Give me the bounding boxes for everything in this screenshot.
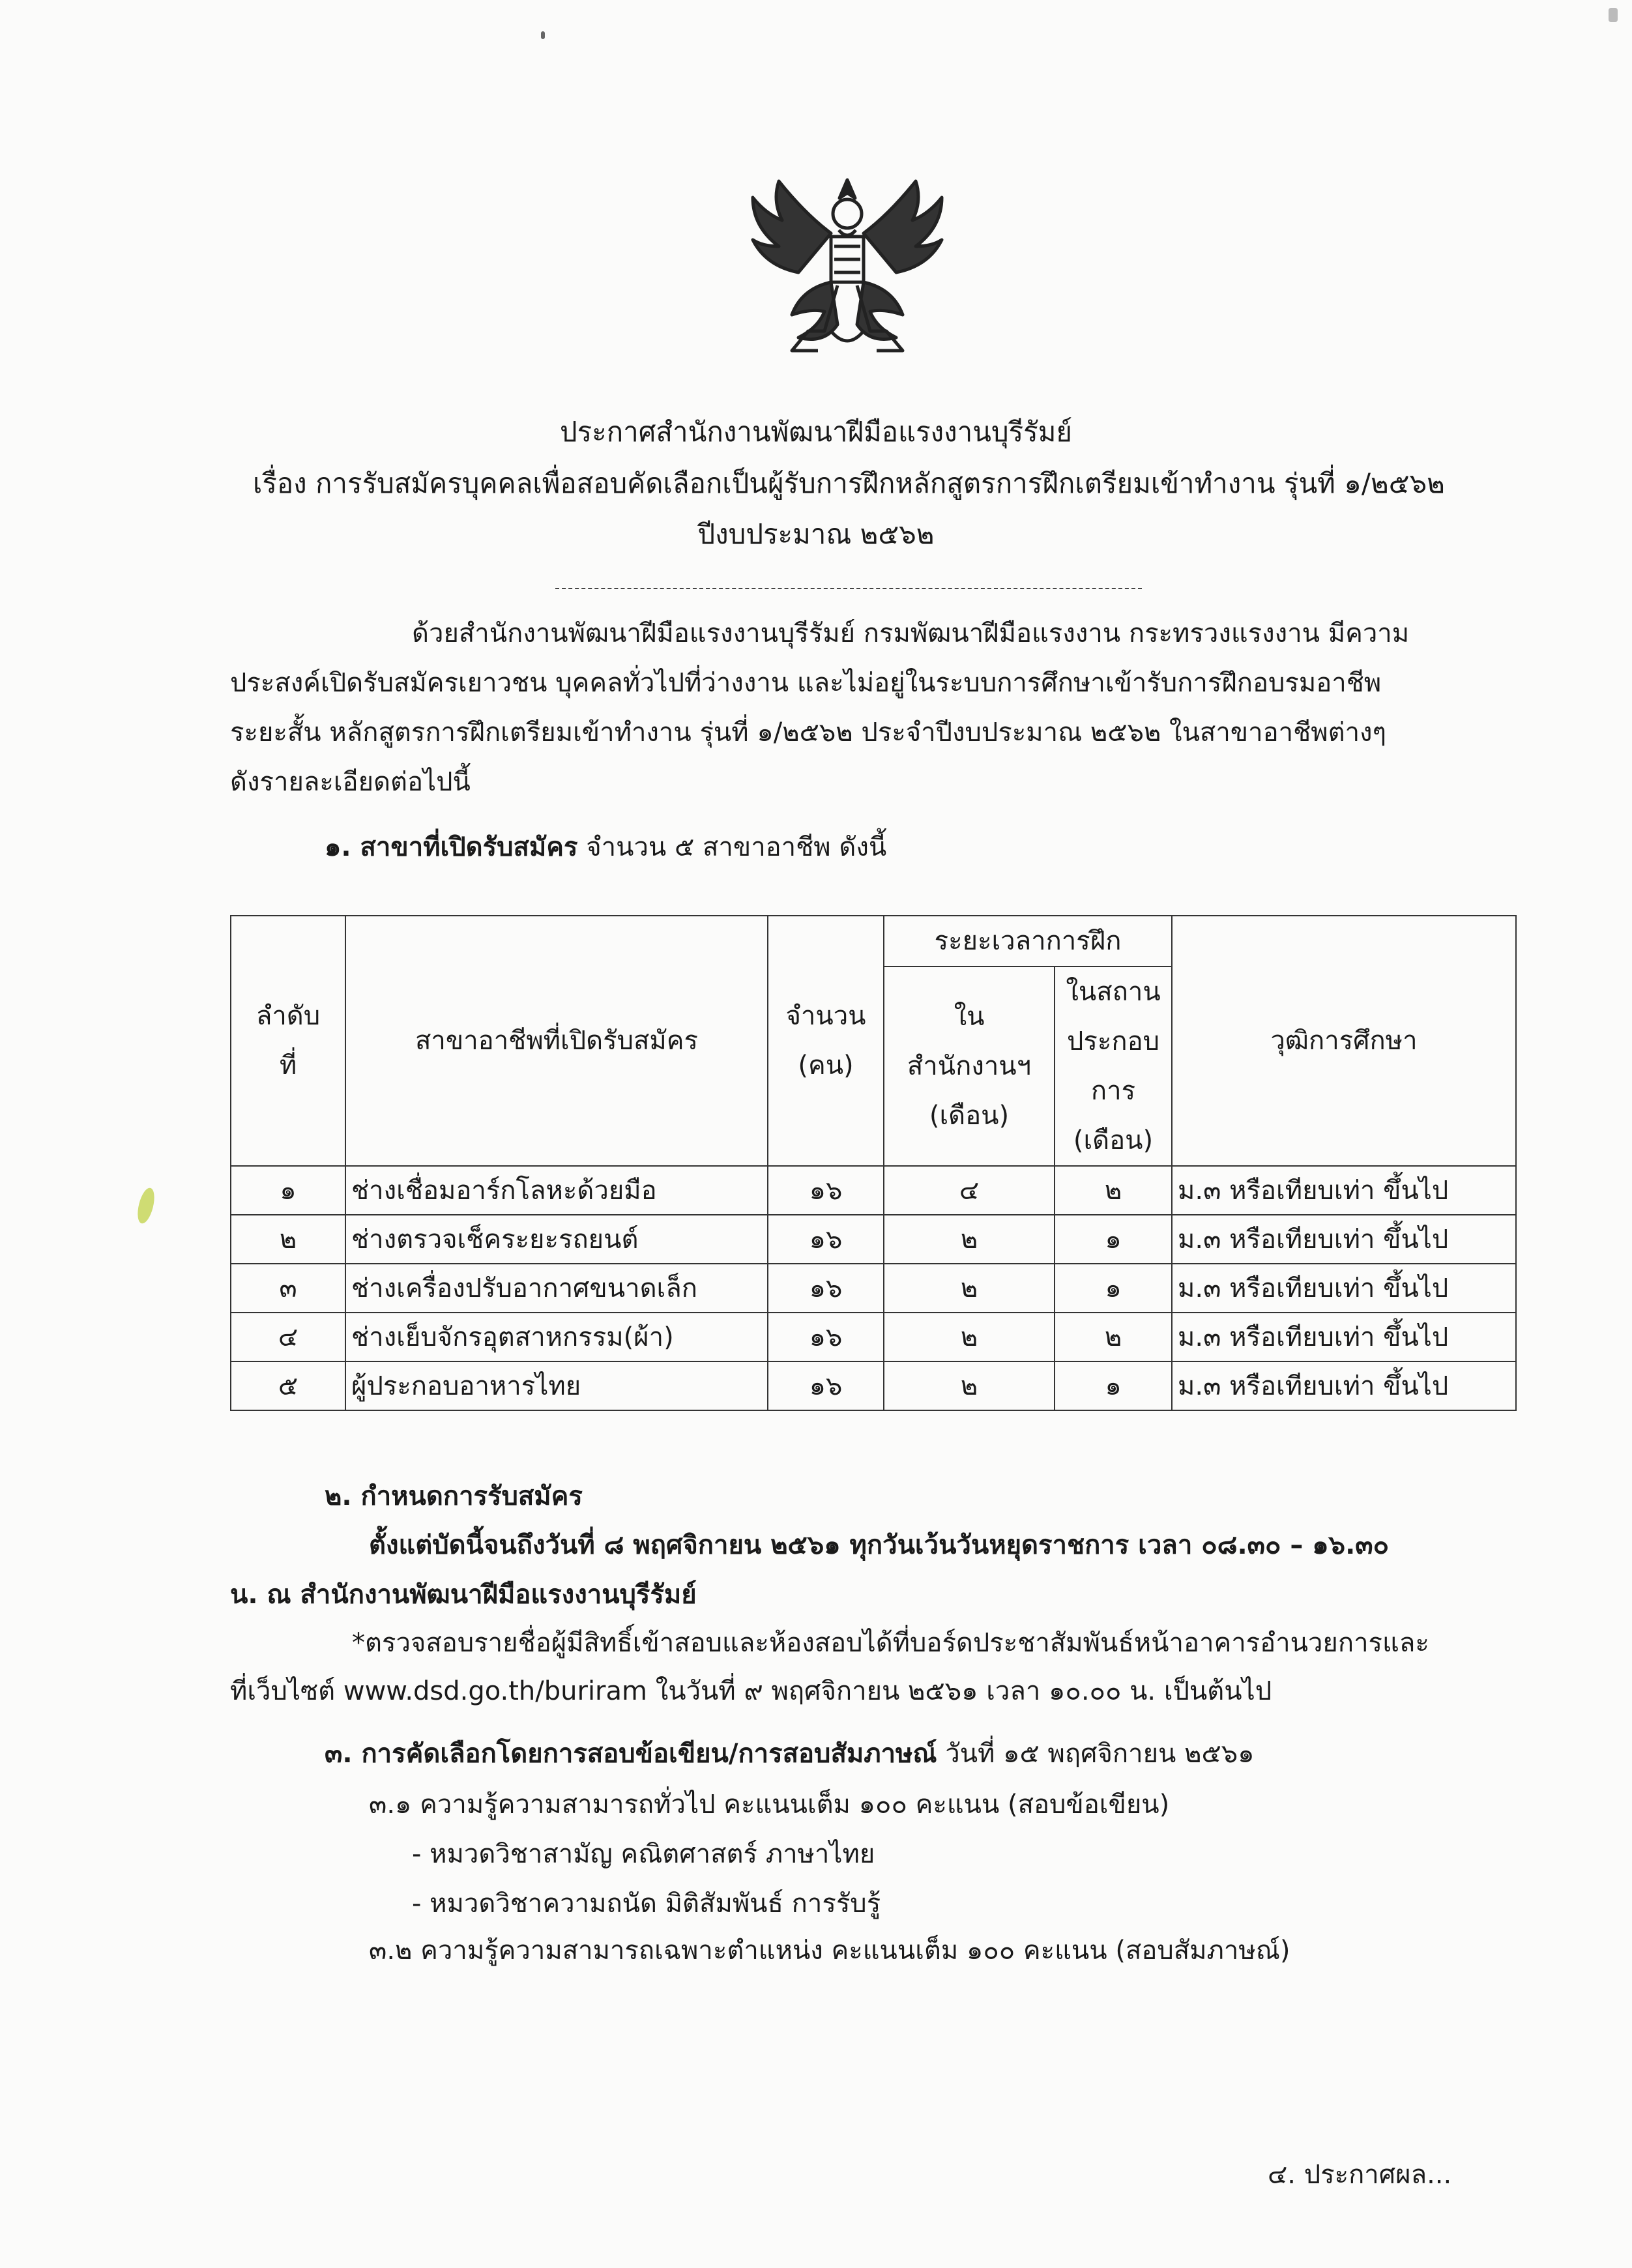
cell-branch: ช่างเชื่อมอาร์กโลหะด้วยมือ xyxy=(345,1166,768,1215)
garuda-emblem-icon xyxy=(740,168,955,374)
announcement-org-title: ประกาศสำนักงานพัฒนาฝีมือแรงงานบุรีรัมย์ xyxy=(559,416,1073,448)
col-header-count: จำนวน (คน) xyxy=(768,916,884,1166)
col-header-company-months: ในสถาน ประกอบ การ (เดือน) xyxy=(1055,967,1172,1166)
col-header-branch: สาขาอาชีพที่เปิดรับสมัคร xyxy=(345,916,768,1166)
announcement-subject: เรื่อง การรับสมัครบุคคลเพื่อสอบคัดเลือกเป็นผู้รับการฝึกหลักสูตรการฝึกเตรียมเข้าทำงาน รุ่นที่ ๑/๒๕๖๒ xyxy=(253,467,1445,499)
section-2-line: น. ณ สำนักงานพัฒนาฝีมือแรงงานบุรีรัมย์ xyxy=(230,1580,697,1610)
section-2-note: ที่เว็บไซต์ www.dsd.go.th/buriram ในวันที่ ๙ พฤศจิกายน ๒๕๖๑ เวลา ๑๐.๐๐ น. เป็นต้นไป xyxy=(230,1676,1272,1706)
cell-company-months: ๒ xyxy=(1055,1313,1172,1361)
intro-line: ประสงค์เปิดรับสมัครเยาวชน บุคคลทั่วไปที่ว่างงาน และไม่อยู่ในระบบการศึกษาเข้ารับการฝึกอบรมอาชีพ xyxy=(230,668,1382,698)
cell-count: ๑๖ xyxy=(768,1215,884,1264)
table-row xyxy=(231,1166,1516,1215)
dashed-divider xyxy=(555,588,1142,589)
cell-count: ๑๖ xyxy=(768,1166,884,1215)
section-2-heading: ๒. กำหนดการรับสมัคร xyxy=(325,1481,583,1511)
cell-office-months: ๒ xyxy=(884,1313,1055,1361)
cell-count: ๑๖ xyxy=(768,1313,884,1361)
cell-company-months: ๒ xyxy=(1055,1166,1172,1215)
col-header-order: ลำดับ ที่ xyxy=(231,916,345,1166)
cell-order: ๔ xyxy=(231,1313,345,1361)
scan-speck xyxy=(541,31,545,39)
section-1-detail: จำนวน ๕ สาขาอาชีพ ดังนี้ xyxy=(586,832,887,862)
section-3-title: ๓. การคัดเลือกโดยการสอบข้อเขียน/การสอบสัมภาษณ์ xyxy=(325,1739,937,1769)
col-header-qualification: วุฒิการศึกษา xyxy=(1172,916,1516,1166)
intro-line: ระยะสั้น หลักสูตรการฝึกเตรียมเข้าทำงาน รุ่นที่ ๑/๒๕๖๒ ประจำปีงบประมาณ ๒๕๖๒ ในสาขาอาชีพต่างๆ xyxy=(230,718,1387,748)
page-continuation: ๔. ประกาศผล... xyxy=(1268,2160,1452,2190)
table-row xyxy=(231,1264,1516,1313)
section-3-item: ๓.๒ ความรู้ความสามารถเฉพาะตำแหน่ง คะแนนเต็ม ๑๐๐ คะแนน (สอบสัมภาษณ์) xyxy=(369,1936,1290,1966)
cell-qualification: ม.๓ หรือเทียบเท่า ขึ้นไป xyxy=(1172,1215,1516,1264)
col-header-office-months: ใน สำนักงานฯ (เดือน) xyxy=(884,967,1055,1166)
cell-qualification: ม.๓ หรือเทียบเท่า ขึ้นไป xyxy=(1172,1264,1516,1313)
paper-stain xyxy=(135,1186,158,1225)
cell-order: ๓ xyxy=(231,1264,345,1313)
section-1-title: ๑. สาขาที่เปิดรับสมัคร xyxy=(325,832,578,862)
cell-office-months: ๒ xyxy=(884,1215,1055,1264)
col-header-duration: ระยะเวลาการฝึก xyxy=(884,916,1172,967)
scan-speck xyxy=(1609,8,1618,22)
intro-line: ด้วยสำนักงานพัฒนาฝีมือแรงงานบุรีรัมย์ กรมพัฒนาฝีมือแรงงาน กระทรวงแรงงาน มีความ xyxy=(412,618,1410,648)
cell-branch: ช่างตรวจเช็คระยะรถยนต์ xyxy=(345,1215,768,1264)
section-1-heading xyxy=(325,832,886,863)
section-3-subitem: - หมวดวิชาสามัญ คณิตศาสตร์ ภาษาไทย xyxy=(412,1839,875,1869)
cell-order: ๒ xyxy=(231,1215,345,1264)
cell-office-months: ๒ xyxy=(884,1264,1055,1313)
cell-branch: ช่างเครื่องปรับอากาศขนาดเล็ก xyxy=(345,1264,768,1313)
cell-order: ๑ xyxy=(231,1166,345,1215)
cell-count: ๑๖ xyxy=(768,1264,884,1313)
cell-qualification: ม.๓ หรือเทียบเท่า ขึ้นไป xyxy=(1172,1313,1516,1361)
table-row xyxy=(231,1313,1516,1361)
cell-office-months: ๔ xyxy=(884,1166,1055,1215)
table-row xyxy=(231,1215,1516,1264)
cell-company-months: ๑ xyxy=(1055,1264,1172,1313)
cell-qualification: ม.๓ หรือเทียบเท่า ขึ้นไป xyxy=(1172,1361,1516,1410)
table-row xyxy=(231,1361,1516,1410)
cell-branch: ช่างเย็บจักรอุตสาหกรรม(ผ้า) xyxy=(345,1313,768,1361)
fiscal-year-line: ปีงบประมาณ ๒๕๖๒ xyxy=(697,518,935,550)
section-3-item: ๓.๑ ความรู้ความสามารถทั่วไป คะแนนเต็ม ๑๐๐ คะแนน (สอบข้อเขียน) xyxy=(369,1790,1170,1820)
section-3-date: วันที่ ๑๕ พฤศจิกายน ๒๕๖๑ xyxy=(945,1739,1255,1769)
cell-company-months: ๑ xyxy=(1055,1361,1172,1410)
section-2-line: ตั้งแต่บัดนี้จนถึงวันที่ ๘ พฤศจิกายน ๒๕๖๑ ทุกวันเว้นวันหยุดราชการ เวลา ๐๘.๓๐ – ๑๖.๓๐ xyxy=(369,1530,1390,1560)
cell-branch: ผู้ประกอบอาหารไทย xyxy=(345,1361,768,1410)
cell-count: ๑๖ xyxy=(768,1361,884,1410)
section-3-heading xyxy=(325,1738,1255,1769)
section-2-note: *ตรวจสอบรายชื่อผู้มีสิทธิ์เข้าสอบและห้องสอบได้ที่บอร์ดประชาสัมพันธ์หน้าอาคารอำนวยการและ xyxy=(352,1628,1429,1658)
intro-line: ดังรายละเอียดต่อไปนี้ xyxy=(230,767,471,797)
cell-office-months: ๒ xyxy=(884,1361,1055,1410)
course-table xyxy=(230,915,1517,1411)
cell-company-months: ๑ xyxy=(1055,1215,1172,1264)
cell-order: ๕ xyxy=(231,1361,345,1410)
cell-qualification: ม.๓ หรือเทียบเท่า ขึ้นไป xyxy=(1172,1166,1516,1215)
section-3-subitem: - หมวดวิชาความถนัด มิติสัมพันธ์ การรับรู้ xyxy=(412,1889,881,1919)
